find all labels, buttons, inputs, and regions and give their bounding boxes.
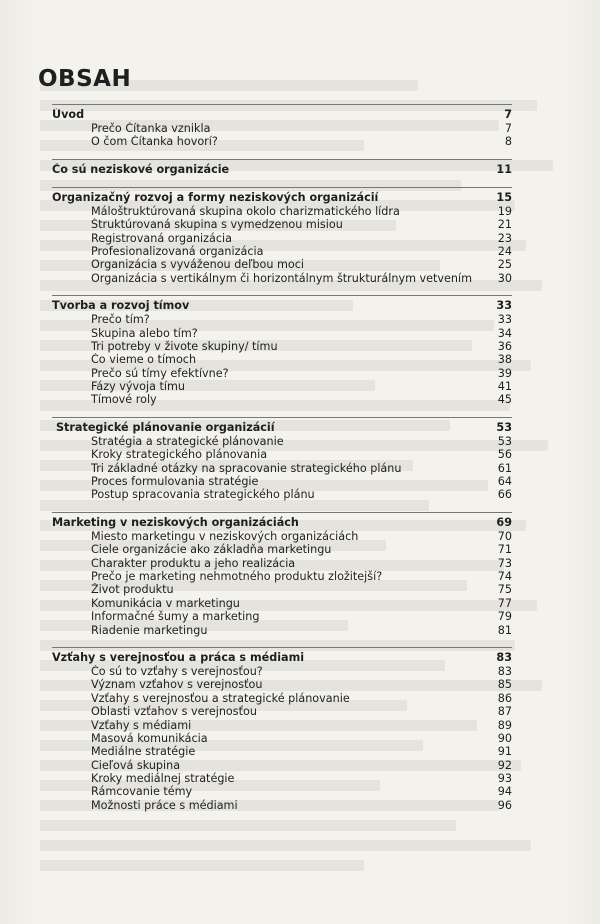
toc-entry[interactable] — [52, 258, 516, 271]
section-divider — [52, 417, 512, 418]
table-of-contents — [52, 104, 516, 812]
toc-heading-label: Strategické plánovanie organizácií — [56, 420, 275, 434]
toc-page-number: 38 — [497, 353, 512, 367]
toc-entry-label: Oblasti vzťahov s verejnosťou — [91, 705, 257, 719]
toc-entry-label: Vzťahy s médiami — [91, 718, 192, 732]
toc-entry-label: Význam vzťahov s verejnosťou — [91, 678, 263, 692]
toc-page-number: 21 — [497, 218, 512, 232]
toc-entry-label: Máloštruktúrovaná skupina okolo charizmatického lídra — [91, 204, 400, 218]
toc-page-number: 34 — [497, 326, 512, 340]
toc-entry[interactable] — [52, 218, 516, 231]
toc-entry[interactable] — [52, 135, 516, 148]
toc-entry-label: Organizácia s vyváženou deľbou moci — [91, 258, 304, 272]
toc-entry[interactable] — [52, 719, 516, 732]
toc-page-number: 89 — [497, 718, 512, 732]
toc-entry-label: Informačné šumy a marketing — [91, 610, 260, 624]
section-divider — [52, 159, 512, 160]
toc-entry-label: Postup spracovania strategického plánu — [91, 488, 315, 502]
toc-entry-label: Tri základné otázky na spracovanie strategického plánu — [91, 461, 402, 475]
toc-entry[interactable] — [52, 435, 516, 448]
toc-page-number: 15 — [496, 190, 512, 204]
toc-entry-label: O čom Čítanka hovorí? — [91, 135, 218, 149]
toc-section — [52, 187, 516, 285]
toc-section — [52, 417, 516, 502]
toc-heading[interactable] — [52, 163, 516, 177]
toc-entry-label: Prečo Čítanka vznikla — [91, 122, 211, 135]
toc-entry-label: Tri potreby v živote skupiny/ tímu — [91, 339, 278, 353]
toc-entry-label: Rámcovanie témy — [91, 785, 193, 799]
toc-page-number: 25 — [497, 258, 512, 272]
toc-page-number: 64 — [497, 475, 512, 489]
toc-entry[interactable] — [52, 610, 516, 623]
toc-section — [52, 159, 516, 177]
toc-entry-label: Prečo je marketing nehmotného produktu zložitejší? — [91, 569, 383, 583]
toc-page-number: 56 — [497, 448, 512, 462]
toc-page-number: 41 — [497, 380, 512, 394]
toc-heading[interactable] — [52, 421, 516, 435]
toc-page-number: 92 — [497, 758, 512, 772]
toc-page-number: 83 — [497, 664, 512, 678]
toc-page-number: 7 — [504, 108, 512, 121]
toc-page-number: 33 — [497, 313, 512, 327]
toc-entry-label: Masová komunikácia — [91, 731, 208, 745]
page-title: OBSAH — [38, 66, 132, 92]
toc-entry[interactable] — [52, 557, 516, 570]
toc-page-number: 8 — [504, 135, 512, 149]
toc-entry[interactable] — [52, 272, 516, 285]
toc-page-number: 71 — [497, 543, 512, 557]
toc-entry-label: Kroky strategického plánovania — [91, 448, 268, 462]
toc-page-number: 45 — [497, 393, 512, 407]
toc-entry-label: Prečo sú tímy efektívne? — [91, 366, 229, 380]
toc-entry-label: Komunikácia v marketingu — [91, 596, 240, 610]
toc-page-number: 19 — [497, 204, 512, 218]
toc-entry[interactable] — [52, 205, 516, 218]
toc-heading[interactable] — [52, 516, 516, 530]
toc-page-number: 70 — [497, 529, 512, 543]
toc-page-number: 77 — [497, 596, 512, 610]
toc-heading-label: Úvod — [52, 108, 85, 121]
toc-page-number: 75 — [497, 583, 512, 597]
toc-page-number: 39 — [497, 366, 512, 380]
toc-entry-label: Registrovaná organizácia — [91, 231, 233, 245]
toc-page-number: 33 — [496, 299, 512, 313]
toc-entry-label: Riadenie marketingu — [91, 623, 208, 637]
toc-page-number: 96 — [497, 798, 512, 812]
toc-entry[interactable] — [52, 367, 516, 380]
toc-entry[interactable] — [52, 448, 516, 461]
toc-heading[interactable] — [52, 108, 516, 122]
toc-entry-label: Organizácia s vertikálnym či horizontálnym štrukturálnym vetvením — [91, 271, 473, 285]
toc-page-number: 81 — [497, 623, 512, 637]
toc-entry[interactable] — [52, 759, 516, 772]
toc-entry[interactable] — [52, 785, 516, 798]
toc-page-number: 83 — [496, 650, 512, 664]
toc-entry[interactable] — [52, 232, 516, 245]
toc-page-number: 91 — [497, 745, 512, 759]
toc-entry[interactable] — [52, 245, 516, 258]
toc-entry[interactable] — [52, 340, 516, 353]
toc-entry-label: Tímové roly — [91, 393, 157, 407]
toc-entry[interactable] — [52, 393, 516, 406]
toc-entry[interactable] — [52, 570, 516, 583]
toc-entry[interactable] — [52, 705, 516, 718]
toc-page-number: 79 — [497, 610, 512, 624]
toc-entry-label: Proces formulovania stratégie — [91, 475, 259, 489]
toc-entry[interactable] — [52, 475, 516, 488]
section-divider — [52, 512, 512, 513]
toc-heading[interactable] — [52, 299, 516, 313]
toc-page-number: 85 — [497, 678, 512, 692]
toc-entry-label: Kroky mediálnej stratégie — [91, 772, 235, 786]
toc-entry-label: Možnosti práce s médiami — [91, 798, 238, 812]
toc-page-number: 87 — [497, 705, 512, 719]
toc-entry[interactable] — [52, 692, 516, 705]
toc-page-number: 93 — [497, 772, 512, 786]
toc-entry[interactable] — [52, 327, 516, 340]
toc-page-number: 53 — [496, 420, 512, 434]
toc-entry-label: Cieľová skupina — [91, 758, 181, 772]
toc-entry[interactable] — [52, 745, 516, 758]
toc-entry[interactable] — [52, 772, 516, 785]
toc-page-number: 30 — [497, 271, 512, 285]
toc-entry-label: Miesto marketingu v neziskových organizáciách — [91, 529, 359, 543]
section-divider — [52, 295, 512, 296]
toc-page-number: 23 — [497, 231, 512, 245]
toc-section — [52, 104, 516, 149]
toc-page-number: 94 — [497, 785, 512, 799]
toc-page-number: 36 — [497, 339, 512, 353]
toc-entry[interactable] — [52, 543, 516, 556]
toc-page-number: 74 — [497, 569, 512, 583]
toc-section — [52, 295, 516, 407]
toc-entry-label: Život produktu — [91, 583, 174, 597]
toc-entry[interactable] — [52, 353, 516, 366]
toc-page-number: 90 — [497, 731, 512, 745]
toc-entry[interactable] — [52, 583, 516, 596]
toc-entry-label: Charakter produktu a jeho realizácia — [91, 556, 296, 570]
toc-entry-label: Stratégia a strategické plánovanie — [91, 434, 284, 448]
toc-entry-label: Fázy vývoja tímu — [91, 380, 186, 394]
toc-page-number: 7 — [504, 122, 512, 135]
toc-entry-label: Prečo tím? — [91, 313, 150, 327]
toc-entry[interactable] — [52, 122, 516, 135]
toc-section — [52, 512, 516, 637]
toc-entry-label: Čo sú to vzťahy s verejnosťou? — [91, 664, 263, 678]
toc-entry[interactable] — [52, 488, 516, 501]
section-divider — [52, 104, 512, 105]
toc-entry[interactable] — [52, 313, 516, 326]
section-divider — [52, 647, 512, 648]
toc-entry[interactable] — [52, 665, 516, 678]
toc-page-number: 53 — [497, 434, 512, 448]
toc-page-number: 24 — [497, 244, 512, 258]
toc-page-number: 73 — [497, 556, 512, 570]
toc-page-number: 69 — [496, 515, 512, 529]
toc-heading[interactable] — [52, 651, 516, 665]
toc-entry-label: Štruktúrovaná skupina s vymedzenou misiou — [91, 218, 343, 232]
toc-entry[interactable] — [52, 462, 516, 475]
section-divider — [52, 187, 512, 188]
toc-page-number: 61 — [497, 461, 512, 475]
toc-heading-label: Organizačný rozvoj a formy neziskových organizácií — [52, 190, 379, 204]
toc-entry[interactable] — [52, 380, 516, 393]
toc-page-number: 86 — [497, 691, 512, 705]
toc-heading-label: Vzťahy s verejnosťou a práca s médiami — [52, 650, 305, 664]
toc-section — [52, 647, 516, 812]
toc-heading-label: Čo sú neziskové organizácie — [52, 162, 230, 176]
toc-entry[interactable] — [52, 799, 516, 812]
toc-entry[interactable] — [52, 597, 516, 610]
toc-page-number: 66 — [497, 488, 512, 502]
toc-heading[interactable] — [52, 191, 516, 205]
toc-entry[interactable] — [52, 624, 516, 637]
toc-entry-label: Profesionalizovaná organizácia — [91, 244, 264, 258]
toc-entry-label: Ciele organizácie ako základňa marketingu — [91, 543, 332, 557]
toc-entry-label: Skupina alebo tím? — [91, 326, 198, 340]
toc-heading-label: Tvorba a rozvoj tímov — [52, 299, 190, 313]
toc-page-number: 11 — [496, 162, 512, 176]
toc-entry-label: Mediálne stratégie — [91, 745, 196, 759]
toc-entry-label: Vzťahy s verejnosťou a strategické plánovanie — [91, 691, 350, 705]
toc-heading-label: Marketing v neziskových organizáciách — [52, 515, 299, 529]
toc-entry-label: Čo vieme o tímoch — [91, 353, 197, 367]
toc-entry[interactable] — [52, 678, 516, 691]
toc-entry[interactable] — [52, 530, 516, 543]
toc-entry[interactable] — [52, 732, 516, 745]
